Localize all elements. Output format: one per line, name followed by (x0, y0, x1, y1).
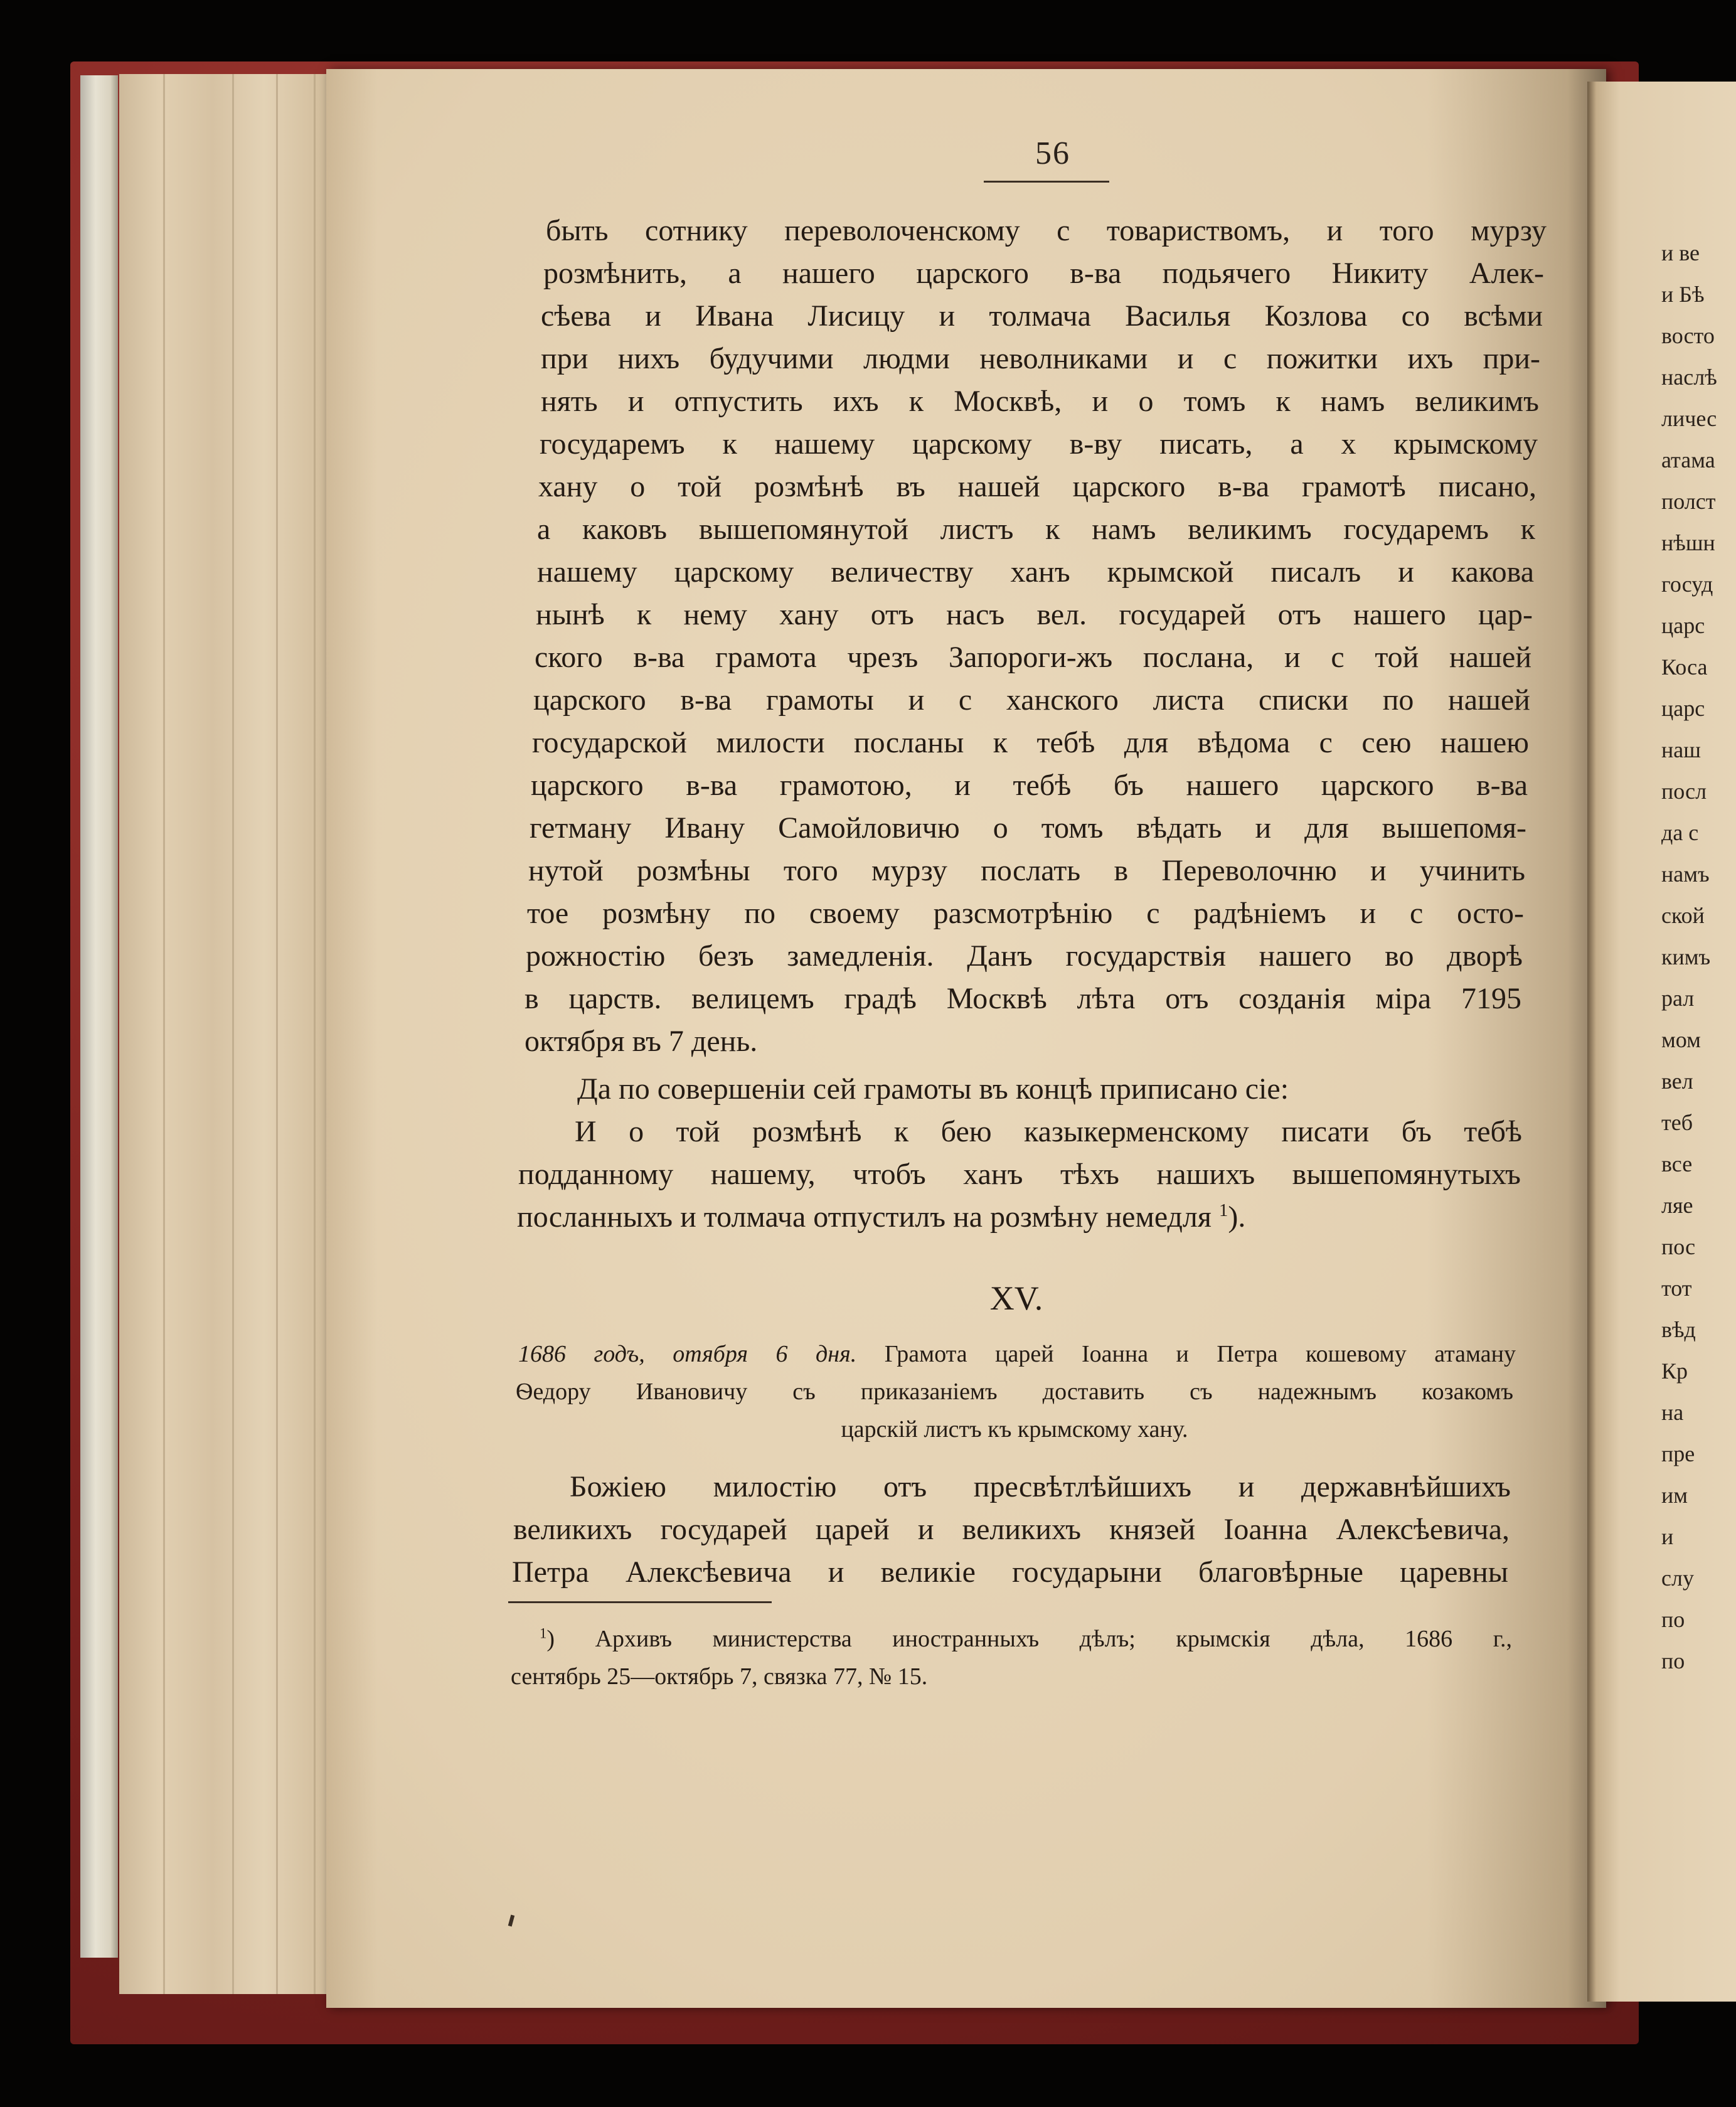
next-page-line: Коса (1661, 654, 1708, 680)
page-edge-line (163, 74, 165, 1994)
next-page-line: личес (1661, 406, 1717, 431)
next-page-line: наш (1661, 737, 1701, 762)
section-number: XV. (989, 1279, 1043, 1317)
body-line: нынѣ к нему хану отъ насъ вел. государей отъ нашего цар- (536, 598, 1533, 631)
body-line: нашему царскому величеству ханъ крымской писалъ и какова (537, 555, 1534, 589)
body-line: хану о той розмѣнѣ въ нашей царского в-ва грамотѣ писано, (538, 470, 1536, 503)
section-title: Грамота царей Іоанна и Петра кошевому атаману (884, 1341, 1516, 1367)
letter-line: великихъ государей царей и великихъ князей Іоанна Алексѣевича, (513, 1513, 1510, 1546)
next-page-line: Кр (1661, 1358, 1688, 1384)
body-line: царского в-ва грамотою, и тебѣ бъ нашего царского в-ва (531, 769, 1528, 802)
body-line: в царств. велицемъ градѣ Москвѣ лѣта отъ созданія міра 7195 (525, 982, 1521, 1015)
section-date: 1686 годъ, отября 6 дня. (518, 1341, 857, 1367)
postscript-line: И о той розмѣнѣ к бею казыкерменскому писати бъ тебѣ (575, 1115, 1522, 1148)
footnote-line-2: сентябрь 25—октябрь 7, связка 77, № 15. (511, 1663, 928, 1690)
body-line: государемъ к нашему царскому в-ву писать, а х крымскому (540, 427, 1538, 461)
next-page-line: им (1661, 1483, 1688, 1508)
section-header-line-2: Ѳедору Ивановичу съ приказаніемъ доставить съ надежнымъ козакомъ (516, 1379, 1513, 1405)
next-page-line: и (1661, 1524, 1674, 1549)
page-stack (119, 74, 326, 1994)
page-number-rule (984, 181, 1109, 183)
body-line: октября въ 7 день. (525, 1025, 758, 1058)
next-page-line: кимъ (1661, 944, 1711, 969)
footnote-line-1 (540, 1625, 1512, 1653)
postscript-end: ). (1228, 1200, 1246, 1234)
next-page-line: по (1661, 1607, 1685, 1632)
body-line: рожностію безъ замедленія. Данъ государствія нашего во дворѣ (526, 939, 1523, 973)
next-page-line: наслѣ (1661, 365, 1717, 390)
next-page-line: да с (1661, 820, 1699, 845)
next-page-line: пос (1661, 1234, 1696, 1259)
next-page-line: вел (1661, 1069, 1693, 1094)
body-line: а каковъ вышепомянутой листъ к намъ великимъ государемъ к (537, 513, 1535, 546)
body-line: сѣева и Ивана Лисицу и толмача Василья Козлова со всѣми (541, 299, 1543, 333)
next-page-line: все (1661, 1151, 1693, 1176)
next-page-line: полст (1661, 489, 1716, 514)
next-page-line: ляе (1661, 1193, 1693, 1218)
page-edge-line (276, 74, 278, 1994)
body-line: при нихъ будучими людми неволниками и с пожитки ихъ при- (541, 342, 1540, 375)
next-page-line: посл (1661, 779, 1707, 804)
cover-endpaper (80, 75, 118, 1958)
next-page-line: царс (1661, 613, 1705, 638)
page-edge-line (232, 74, 234, 1994)
next-page-line: госуд (1661, 572, 1713, 597)
next-page-line: рал (1661, 986, 1695, 1011)
next-page-line: теб (1661, 1110, 1693, 1135)
section-header-line-1 (518, 1340, 1516, 1368)
next-page-line: тот (1661, 1276, 1692, 1301)
footnote-marker: 1 (540, 1625, 547, 1641)
section-header-line-3: царскій листъ къ крымскому хану. (841, 1416, 1188, 1443)
postscript-line: подданному нашему, чтобъ ханъ тѣхъ нашихъ вышепомянутыхъ (518, 1158, 1521, 1191)
postscript-last-line (517, 1200, 1521, 1234)
next-page-line: атама (1661, 447, 1715, 472)
next-page-line: слу (1661, 1566, 1694, 1591)
next-page-line: мом (1661, 1027, 1701, 1052)
next-page-line: вѣд (1661, 1317, 1696, 1342)
next-page-line: и ве (1661, 240, 1700, 265)
footnote-ref: 1 (1218, 1200, 1228, 1220)
page-number: 56 (1035, 136, 1070, 171)
next-page-line: по (1661, 1648, 1685, 1673)
right-page-fragment (1587, 82, 1736, 2002)
next-page-line: намъ (1661, 861, 1710, 887)
body-line: гетману Ивану Самойловичю о томъ вѣдать и для вышепомя- (530, 811, 1526, 845)
footnote-rule (508, 1601, 772, 1603)
next-page-line: на (1661, 1400, 1684, 1425)
body-line: царского в-ва грамоты и с ханского листа списки по нашей (533, 683, 1530, 717)
body-line: нять и отпустить ихъ к Москвѣ, и о томъ к намъ великимъ (541, 385, 1539, 418)
next-page-line: и Бѣ (1661, 282, 1705, 307)
page-edge-line (314, 74, 316, 1994)
postscript-line: посланныхъ и толмача отпустилъ на розмѣну немедля (517, 1200, 1211, 1234)
next-page-line: пре (1661, 1441, 1695, 1466)
letter-line: Божіею милостію отъ пресвѣтлѣйшихъ и державнѣйшихъ (570, 1470, 1511, 1503)
body-line: нутой розмѣны того мурзу послать в Переволочню и учинить (528, 854, 1525, 887)
next-page-line: нѣшн (1661, 530, 1715, 555)
footnote-text: ) Архивъ министерства иностранныхъ дѣлъ; крымскія дѣла, 1686 г., (546, 1626, 1512, 1652)
postscript-intro: Да по совершеніи сей грамоты въ концѣ приписано сіе: (577, 1072, 1289, 1106)
next-page-line: ской (1661, 903, 1705, 928)
body-line: ского в-ва грамота чрезъ Запороги-жъ послана, и с той нашей (535, 641, 1531, 674)
next-page-line: царс (1661, 696, 1705, 721)
letter-line: Петра Алексѣевича и великіе государыни благовѣрные царевны (512, 1555, 1508, 1589)
body-line: быть сотнику переволоченскому с товариствомъ, и того мурзу (546, 214, 1547, 247)
next-page-line: восто (1661, 323, 1715, 348)
body-line: государской милости посланы к тебѣ для вѣдома с сею нашею (532, 726, 1529, 759)
body-line: розмѣнить, а нашего царского в-ва подьячего Никиту Алек- (543, 257, 1544, 290)
body-line: тое розмѣну по своему разсмотрѣнію с радѣніемъ и с осто- (527, 897, 1524, 930)
